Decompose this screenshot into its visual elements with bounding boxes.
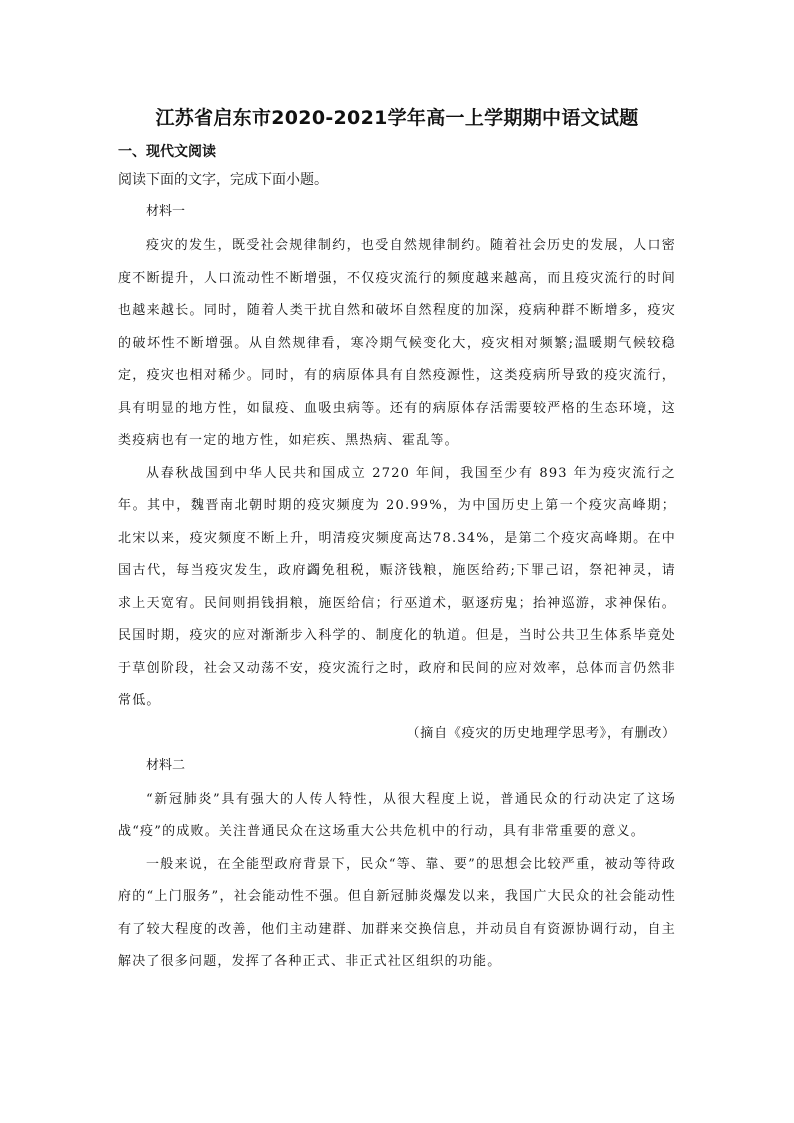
material-two-label: 材料二	[146, 757, 186, 773]
material-one-paragraph-1: 疫灾的发生，既受社会规律制约，也受自然规律制约。随着社会历史的发展，人口密度不断提升，人口流动性不断增强，不仅疫灾流行的频度越来越高，而且疫灾流行的时间也越来越长。同时，随着人类干扰自然和破坏自然程度的加深，疫病种群不断增多，疫灾的破坏性不断增强。从自然规律看，寒冷期气候变化大，疫灾相对频繁;温暖期气候较稳定，疫灾也相对稀少。同时，有的病原体具有自然疫源性，这类疫病所导致的疫灾流行，具有明显的地方性，如鼠疫、血吸虫病等。还有的病原体存活需要较严格的生态环境，这类疫病也有一定的地方性，如疟疾、黑热病、霍乱等。	[118, 238, 676, 448]
reading-instruction: 阅读下面的文字，完成下面小题。	[118, 172, 328, 188]
material-one-paragraph-2: 从春秋战国到中华人民共和国成立 2720 年间，我国至少有 893 年为疫灾流行之年。其中，魏晋南北朝时期的疫灾频度为 20.99%，为中国历史上第一个疫灾高峰期；北宋以来，疫灾频度不断上升，明清疫灾频度高达78.34%，是第二个疫灾高峰期。在中国古代，每当疫灾发生，政府蠲免租税，赈济钱粮，施医给药;下罪己诏，祭祀神灵，请求上天宽宥。民间则捐钱捐粮，施医给信；行巫道术，驱逐疠鬼；抬神巡游，求神保佑。民国时期，疫灾的应对渐渐步入科学的、制度化的轨道。但是，当时公共卫生体系毕竟处于草创阶段，社会又动荡不安，疫灾流行之时，政府和民间的应对效率，总体而言仍然非常低。	[118, 465, 676, 708]
material-two-paragraph-2: 一般来说，在全能型政府背景下，民众“等、靠、要”的思想会比较严重，被动等待政府的“上门服务”，社会能动性不强。但自新冠肺炎爆发以来，我国广大民众的社会能动性有了较大程度的改善，他们主动建群、加群来交换信息，并动员自有资源协调行动，自主解决了很多问题，发挥了各种正式、非正式社区组织的功能。	[118, 856, 676, 969]
material-one-label: 材料一	[146, 204, 186, 219]
material-two-paragraph-1: “新冠肺炎”具有强大的人传人特性，从很大程度上说，普通民众的行动决定了这场战“疫”的成败。关注普通民众在这场重大公共危机中的行动，具有非常重要的意义。	[118, 791, 676, 839]
section-heading: 一、现代文阅读	[118, 144, 216, 160]
document-title: 江苏省启东市2020-2021学年高一上学期期中语文试题	[155, 107, 639, 129]
material-one-source: （摘自《疫灾的历史地理学思考》，有删改）	[406, 725, 676, 741]
